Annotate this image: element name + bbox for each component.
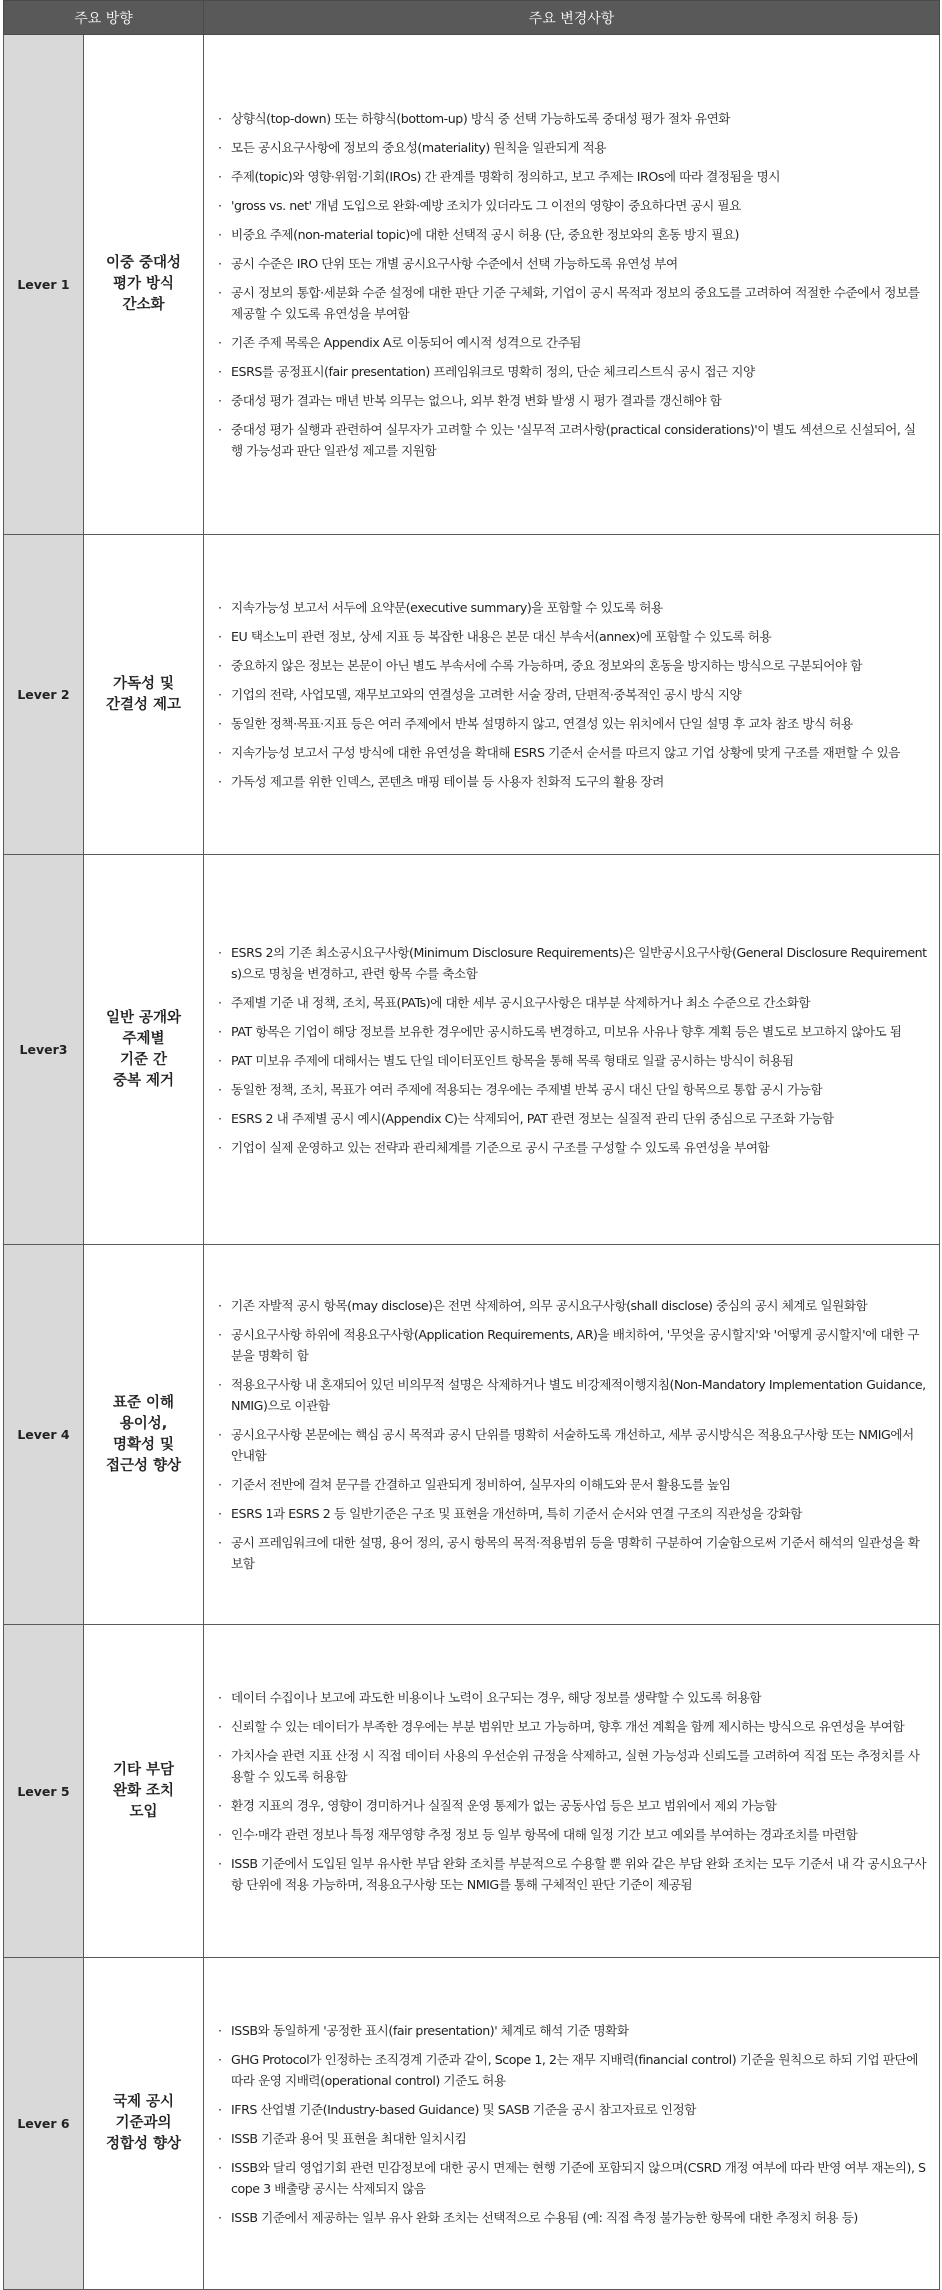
bullet-icon: · (218, 1748, 222, 1763)
list-item-text: 중요하지 않은 정보는 본문이 아닌 별도 부속서에 수록 가능하며, 중요 정보와의 혼동을 방지하는 방식으로 구분되어야 함 (231, 658, 862, 673)
list-item (218, 419, 927, 461)
bullet-icon: · (218, 227, 222, 242)
list-item (218, 361, 927, 382)
bullet-icon: · (218, 169, 222, 184)
bullet-icon: · (218, 285, 222, 300)
direction-line: 기준 간 (119, 1051, 168, 1068)
list-item (218, 684, 927, 705)
list-item-text: 공시 수준은 IRO 단위 또는 개별 공시요구사항 수준에서 선택 가능하도록 유연성 부여 (231, 256, 678, 271)
changes-cell (204, 1245, 940, 1625)
list-item-text: 데이터 수집이나 보고에 과도한 비용이나 노력이 요구되는 경우, 해당 정보를 생략할 수 있도록 허용함 (231, 1690, 762, 1705)
list-item-text: PAT 미보유 주제에 대해서는 별도 단일 데이터포인트 항목을 통해 목록 형태로 일괄 공시하는 방식이 허용됨 (231, 1052, 794, 1068)
direction-line: 완화 조치 (112, 1782, 175, 1799)
direction-line: 접근성 향상 (105, 1457, 182, 1474)
table-row (4, 1245, 940, 1625)
list-item (218, 195, 927, 216)
list-item (218, 1374, 927, 1416)
bullet-icon: · (218, 1110, 222, 1126)
list-item-text: 주제별 기준 내 정책, 조치, 목표(PATs)에 대한 세부 공시요구사항은 대부분 삭제하거나 최소 수준으로 간소화함 (231, 994, 811, 1010)
bullet-icon: · (218, 1827, 222, 1842)
list-item (218, 992, 927, 1013)
lever-label: Lever 6 (4, 1958, 84, 2290)
list-item-text: 기업의 전략, 사업모델, 재무보고와의 연결성을 고려한 서술 장려, 단편적·중복적인 공시 방식 지양 (231, 687, 742, 702)
list-item (218, 2207, 927, 2228)
list-item-text: 지속가능성 보고서 구성 방식에 대한 유연성을 확대해 ESRS 기준서 순서를 따르지 않고 기업 상황에 맞게 구조를 재편할 수 있음 (231, 745, 900, 760)
list-item-text: 가치사슬 관련 지표 산정 시 직접 데이터 사용의 우선순위 규정을 삭제하고, 실현 가능성과 신뢰도를 고려하여 직접 또는 추정치를 사용할 수 있도록 허용함 (231, 1748, 920, 1784)
list-item-text: 기업이 실제 운영하고 있는 전략과 관리체계를 기준으로 공시 구조를 구성할 수 있도록 유연성을 부여함 (231, 1139, 770, 1155)
list-item-text: ISSB 기준에서 도입된 일부 유사한 부담 완화 조치를 부분적으로 수용할 뿐 위와 같은 부담 완화 조치는 모두 기준서 내 각 공시요구사항 단위에 적용 가능하며, 적용요구사항 또는 NMIG를 통해 구체적인 판단 기준이 제공됨 (231, 1856, 927, 1892)
direction-cell (84, 855, 204, 1245)
direction-line: 표준 이해 (112, 1394, 175, 1411)
list-item (218, 655, 927, 676)
list-item (218, 2157, 927, 2199)
list-item (218, 1532, 927, 1574)
direction-line: 명확성 및 (112, 1436, 175, 1453)
list-item-text: 신뢰할 수 있는 데이터가 부족한 경우에는 부분 범위만 보고 가능하며, 향후 개선 계획을 함께 제시하는 방식으로 유연성을 부여함 (231, 1719, 905, 1734)
list-item (218, 1021, 927, 1042)
changes-list (218, 1295, 927, 1574)
bullet-icon: · (218, 774, 222, 789)
list-item-text: 적용요구사항 내 혼재되어 있던 비의무적 설명은 삭제하거나 별도 비강제적이행지침(Non-Mandatory Implementation Guidance, NMIG)으로 이관함 (231, 1377, 926, 1413)
direction-cell (84, 1245, 204, 1625)
list-item (218, 1108, 927, 1129)
list-item (218, 771, 927, 792)
bullet-icon: · (218, 1690, 222, 1705)
bullet-icon: · (218, 1139, 222, 1155)
bullet-icon: · (218, 2130, 222, 2146)
changes-list (218, 597, 927, 792)
table-row (4, 1625, 940, 1958)
direction-line: 용이성, (119, 1415, 168, 1432)
list-item-text: 환경 지표의 경우, 영향이 경미하거나 실질적 운영 통제가 없는 공동사업 등은 보고 범위에서 제외 가능함 (231, 1798, 777, 1813)
lever-label: Lever 2 (4, 535, 84, 855)
list-item (218, 1687, 927, 1708)
bullet-icon: · (218, 2159, 222, 2175)
bullet-icon: · (218, 1052, 222, 1068)
list-item (218, 253, 927, 274)
table-row (4, 35, 940, 535)
direction-line: 간소화 (122, 297, 165, 313)
changes-cell (204, 35, 940, 535)
list-item-text: ISSB와 달리 영업기회 관련 민감정보에 대한 공시 면제는 현행 기준에 포함되지 않으며(CSRD 개정 여부에 따라 반영 여부 재논의), Scope 3 배출량 공시는 삭제되지 않음 (231, 2159, 926, 2196)
list-item-text: 공시 정보의 통합·세분화 수준 설정에 대한 판단 기준 구체화, 기업이 공시 목적과 정보의 중요도를 고려하여 적절한 수준에서 정보를 제공할 수 있도록 유연성을 부여함 (231, 285, 920, 321)
list-item-text: IFRS 산업별 기준(Industry-based Guidance) 및 SASB 기준을 공시 참고자료로 인정함 (231, 2101, 696, 2117)
changes-cell (204, 1625, 940, 1958)
list-item-text: ESRS 1과 ESRS 2 등 일반기준은 구조 및 표현을 개선하며, 특히 기준서 순서와 연결 구조의 직관성을 강화함 (231, 1506, 802, 1521)
changes-list (218, 942, 927, 1158)
table-row (4, 535, 940, 855)
list-item-text: 기존 자발적 공시 항목(may disclose)은 전면 삭제하여, 의무 공시요구사항(shall disclose) 중심의 공시 체계로 일원화함 (231, 1298, 868, 1313)
bullet-icon: · (218, 600, 222, 615)
list-item-text: GHG Protocol가 인정하는 조직경계 기준과 같이, Scope 1, 2는 재무 지배력(financial control) 기준을 원칙으로 하되 기업 판단에 따라 운영 지배력(operational control) 기준도 허용 (231, 2051, 918, 2088)
list-item-text: ISSB와 동일하게 '공정한 표시(fair presentation)' 체계로 해석 기준 명확화 (231, 2022, 629, 2038)
bullet-icon: · (218, 1081, 222, 1097)
bullet-icon: · (218, 198, 222, 213)
list-item-text: 공시요구사항 본문에는 핵심 공시 목적과 공시 단위를 명확히 서술하도록 개선하고, 세부 공시방식은 적용요구사항 또는 NMIG에서 안내함 (231, 1427, 914, 1463)
bullet-icon: · (218, 1798, 222, 1813)
changes-cell (204, 1958, 940, 2290)
list-item (218, 1295, 927, 1316)
list-item (218, 1503, 927, 1524)
bullet-icon: · (218, 1377, 222, 1392)
direction-line: 평가 방식 (112, 276, 175, 292)
list-item (218, 332, 927, 353)
direction-cell (84, 535, 204, 855)
bullet-icon: · (218, 629, 222, 644)
direction-line: 국제 공시 (112, 2094, 175, 2110)
list-item-text: 기준서 전반에 걸쳐 문구를 간결하고 일관되게 정비하여, 실무자의 이해도와 문서 활용도를 높임 (231, 1477, 731, 1492)
lever-label: Lever 4 (4, 1245, 84, 1625)
list-item-text: 지속가능성 보고서 서두에 요약문(executive summary)을 포함할 수 있도록 허용 (231, 600, 663, 615)
bullet-icon: · (218, 2101, 222, 2117)
direction-line: 이중 중대성 (105, 255, 182, 271)
list-item (218, 626, 927, 647)
bullet-icon: · (218, 1856, 222, 1871)
direction-cell (84, 1625, 204, 1958)
list-item-text: 상향식(top-down) 또는 하향식(bottom-up) 방식 중 선택 가능하도록 중대성 평가 절차 유연화 (231, 111, 731, 126)
list-item-text: 모든 공시요구사항에 정보의 중요성(materiality) 원칙을 일관되게 적용 (231, 140, 606, 155)
list-item (218, 1079, 927, 1100)
bullet-icon: · (218, 658, 222, 673)
list-item (218, 224, 927, 245)
bullet-icon: · (218, 1506, 222, 1521)
bullet-icon: · (218, 1023, 222, 1039)
changes-list (218, 108, 927, 461)
list-item-text: 동일한 정책, 조치, 목표가 여러 주제에 적용되는 경우에는 주제별 반복 공시 대신 단일 항목으로 통합 공시 가능함 (231, 1081, 823, 1097)
list-item (218, 390, 927, 411)
list-item-text: ESRS 2 내 주제별 공시 예시(Appendix C)는 삭제되어, PAT 관련 정보는 실질적 관리 단위 중심으로 구조화 가능함 (231, 1110, 834, 1126)
bullet-icon: · (218, 1298, 222, 1313)
bullet-icon: · (218, 716, 222, 731)
list-item (218, 1824, 927, 1845)
list-item (218, 742, 927, 763)
direction-cell (84, 1958, 204, 2290)
bullet-icon: · (218, 2209, 222, 2225)
bullet-icon: · (218, 1719, 222, 1734)
list-item (218, 108, 927, 129)
lever-label: Lever 1 (4, 35, 84, 535)
list-item-text: ISSB 기준에서 제공하는 일부 유사 완화 조치는 선택적으로 수용됨 (예: 직접 측정 불가능한 항목에 대한 추정치 허용 등) (231, 2209, 858, 2225)
list-item (218, 1853, 927, 1895)
bullet-icon: · (218, 745, 222, 760)
list-item-text: 중대성 평가 실행과 관련하여 실무자가 고려할 수 있는 '실무적 고려사항(practical considerations)'이 별도 섹션으로 신설되어, 실행 가능성과 판단 일관성 제고를 지원함 (231, 422, 916, 458)
list-item (218, 2099, 927, 2120)
bullet-icon: · (218, 994, 222, 1010)
list-item-text: 주제(topic)와 영향·위험·기회(IROs) 간 관계를 명확히 정의하고, 보고 주제는 IROs에 따라 결정됨을 명시 (231, 169, 781, 184)
table-row (4, 1958, 940, 2290)
bullet-icon: · (218, 335, 222, 350)
direction-line: 간결성 제고 (105, 696, 182, 713)
bullet-icon: · (218, 2022, 222, 2038)
list-item (218, 1324, 927, 1366)
direction-line: 가독성 및 (112, 675, 175, 692)
list-item (218, 1050, 927, 1071)
list-item-text: 인수·매각 관련 정보나 특정 재무영향 추정 정보 등 일부 항목에 대해 일정 기간 보고 예외를 부여하는 경과조치를 마련함 (231, 1827, 858, 1842)
list-item (218, 166, 927, 187)
list-item (218, 1795, 927, 1816)
table-body (4, 35, 940, 2290)
disclosure-changes-table-container (3, 0, 939, 2289)
direction-cell (84, 35, 204, 535)
bullet-icon: · (218, 2051, 222, 2067)
direction-line: 기준과의 (115, 2115, 172, 2131)
list-item-text: PAT 항목은 기업이 해당 정보를 보유한 경우에만 공시하도록 변경하고, 미보유 사유나 향후 계획 등은 별도로 보고하지 않아도 됨 (231, 1023, 902, 1039)
table-row (4, 855, 940, 1245)
direction-line: 정합성 향상 (105, 2136, 182, 2152)
disclosure-changes-table (3, 0, 940, 2290)
bullet-icon: · (218, 256, 222, 271)
bullet-icon: · (218, 1327, 222, 1342)
lever-label: Lever3 (4, 855, 84, 1245)
list-item (218, 282, 927, 324)
list-item (218, 597, 927, 618)
list-item-text: 비중요 주제(non-material topic)에 대한 선택적 공시 허용 (단, 중요한 정보와의 혼동 방지 필요) (231, 227, 739, 242)
list-item (218, 2049, 927, 2091)
changes-cell (204, 535, 940, 855)
bullet-icon: · (218, 140, 222, 155)
direction-line: 일반 공개와 (105, 1009, 182, 1026)
changes-list (218, 1687, 927, 1895)
bullet-icon: · (218, 111, 222, 126)
bullet-icon: · (218, 1427, 222, 1442)
list-item (218, 1745, 927, 1787)
header-direction: 주요 방향 (4, 1, 204, 35)
list-item-text: 중대성 평가 결과는 매년 반복 의무는 없으나, 외부 환경 변화 발생 시 평가 결과를 갱신해야 함 (231, 393, 722, 408)
header-changes: 주요 변경사항 (204, 1, 940, 35)
bullet-icon: · (218, 687, 222, 702)
list-item (218, 713, 927, 734)
list-item (218, 2020, 927, 2041)
list-item-text: ISSB 기준과 용어 및 표현을 최대한 일치시킴 (231, 2130, 467, 2146)
list-item-text: 동일한 정책·목표·지표 등은 여러 주제에서 반복 설명하지 않고, 연결성 있는 위치에서 단일 설명 후 교차 참조 방식 허용 (231, 716, 853, 731)
bullet-icon: · (218, 944, 222, 960)
changes-cell (204, 855, 940, 1245)
bullet-icon: · (218, 393, 222, 408)
list-item-text: 공시요구사항 하위에 적용요구사항(Application Requirements, AR)을 배치하여, '무엇을 공시할지'와 '어떻게 공시할지'에 대한 구분을 명확히 함 (231, 1327, 920, 1363)
direction-line: 도입 (129, 1803, 158, 1820)
bullet-icon: · (218, 1477, 222, 1492)
list-item (218, 1474, 927, 1495)
bullet-icon: · (218, 1535, 222, 1550)
list-item-text: 공시 프레임워크에 대한 설명, 용어 정의, 공시 항목의 목적·적용범위 등을 명확히 구분하여 기술함으로써 기준서 해석의 일관성을 확보함 (231, 1535, 920, 1571)
list-item-text: ESRS를 공정표시(fair presentation) 프레임워크로 명확히 정의, 단순 체크리스트식 공시 접근 지양 (231, 364, 755, 379)
direction-line: 주제별 (122, 1030, 165, 1047)
bullet-icon: · (218, 422, 222, 437)
list-item-text: 가독성 제고를 위한 인덱스, 콘텐츠 매핑 테이블 등 사용자 친화적 도구의 활용 장려 (231, 774, 664, 789)
bullet-icon: · (218, 364, 222, 379)
list-item-text: 기존 주제 목록은 Appendix A로 이동되어 예시적 성격으로 간주됨 (231, 335, 582, 350)
changes-list (218, 2020, 927, 2228)
list-item (218, 1716, 927, 1737)
list-item (218, 1424, 927, 1466)
list-item-text: EU 택소노미 관련 정보, 상세 지표 등 복잡한 내용은 본문 대신 부속서(annex)에 포함할 수 있도록 허용 (231, 629, 772, 644)
list-item-text: ESRS 2의 기존 최소공시요구사항(Minimum Disclosure Requirements)은 일반공시요구사항(General Disclosure Requirements)으로 명칭을 변경하고, 관련 항목 수를 축소함 (231, 944, 927, 981)
direction-line: 기타 부담 (112, 1761, 175, 1778)
direction-line: 중복 제거 (112, 1072, 175, 1089)
list-item-text: 'gross vs. net' 개념 도입으로 완화·예방 조치가 있더라도 그 이전의 영향이 중요하다면 공시 필요 (231, 198, 741, 213)
lever-label: Lever 5 (4, 1625, 84, 1958)
list-item (218, 137, 927, 158)
list-item (218, 942, 927, 984)
table-header-row (4, 1, 940, 35)
list-item (218, 1137, 927, 1158)
list-item (218, 2128, 927, 2149)
